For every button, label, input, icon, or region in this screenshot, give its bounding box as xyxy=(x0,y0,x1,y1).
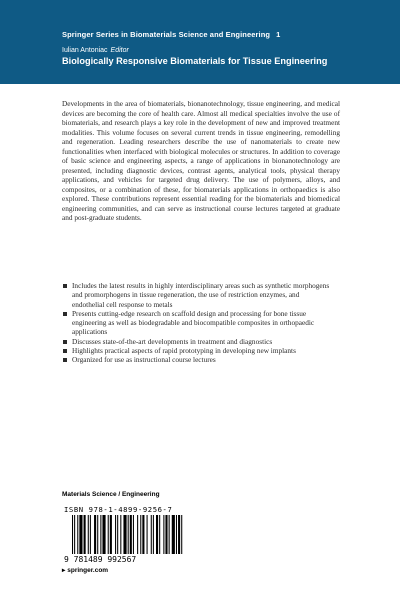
barcode-bar xyxy=(100,515,101,554)
barcode-bar xyxy=(169,515,170,554)
series-name: Springer Series in Biomaterials Science and Engineering xyxy=(62,30,271,39)
editor-line xyxy=(62,47,129,54)
barcode-bar xyxy=(153,515,154,554)
description-paragraph: Developments in the area of biomaterials, bionanotechnology, tissue engineering, and medical devices are becoming the core of health care. Almost all medical specialties involve the use of biomaterials, and research plays a key role in the development of new and improved treatment modalities. This volume focuses on several current trends in tissue engineering, remodelling and regeneration. Leading researchers describe the use of nanomaterials to create new functionalities when interfaced with biological molecules or structures. In addition to coverage of basic science and engineering aspects, a range of applications in bionanotechnology are presented, including diagnostic devices, contrast agents, analytical tools, physical therapy applications, and vehicles for targeted drug delivery. The use of polymers, alloys, and composites, or a combination of these, for biomaterials applications in orthopaedics is also explored. These contributions represent essential reading for the biomaterials and biomedical engineering communities, and can serve as instructional course lectures targeted at graduate and post-graduate students. xyxy=(62,99,340,222)
barcode-bar xyxy=(181,515,182,554)
cover-header-band xyxy=(0,0,400,84)
barcode-bar xyxy=(176,515,177,554)
barcode-bar xyxy=(102,515,105,554)
barcode-bar xyxy=(94,515,96,554)
barcode-bar xyxy=(163,515,164,554)
barcode-bar xyxy=(165,515,167,554)
barcode-bar xyxy=(90,515,91,554)
feature-item: Presents cutting-edge research on scaffold design and processing for bone tissue engineering as well as biodegradable and biocompatible composites in orthopaedic applications xyxy=(62,309,330,337)
editor-name: Iulian Antoniac xyxy=(62,47,108,54)
description-block xyxy=(62,99,340,223)
barcode-bar xyxy=(172,515,175,554)
barcode-bar xyxy=(137,515,138,554)
subject-category: Materials Science / Engineering xyxy=(62,491,160,498)
barcode-bar xyxy=(77,515,78,554)
barcode-bar xyxy=(151,515,152,554)
barcode-bars xyxy=(72,515,182,554)
feature-item: Includes the latest results in highly interdisciplinary areas such as synthetic morphogens and promorphogens in tissue regeneration, the use of restriction enzymes, and endothelial cell response to metals xyxy=(62,281,330,309)
barcode-bar xyxy=(178,515,180,554)
barcode-bar xyxy=(140,515,141,554)
barcode-bar xyxy=(130,515,132,554)
barcode-bar xyxy=(108,515,109,554)
barcode-bar xyxy=(120,515,121,554)
barcode-bar xyxy=(72,515,73,554)
barcode-bar xyxy=(84,515,86,554)
barcode-bar xyxy=(79,515,82,554)
barcode-digits: 9 781489 992567 xyxy=(64,555,137,564)
series-number: 1 xyxy=(276,30,281,39)
barcode-bar xyxy=(156,515,158,554)
isbn-number: ISBN 978-1-4899-9256-7 xyxy=(64,505,173,514)
feature-item: Organized for use as instructional course lectures xyxy=(62,355,330,364)
barcode-bar xyxy=(128,515,129,554)
arrow-icon: ▸ xyxy=(62,567,66,574)
feature-item: Highlights practical aspects of rapid prototyping in developing new implants xyxy=(62,346,330,355)
barcode-bar xyxy=(159,515,160,554)
barcode-bar xyxy=(133,515,134,554)
barcode-bar xyxy=(142,515,144,554)
url-text: springer.com xyxy=(67,567,109,574)
barcode-bar xyxy=(97,515,98,554)
book-title: Biologically Responsive Biomaterials for Tissue Engineering xyxy=(62,56,328,66)
feature-item: Discusses state-of-the-art developments in treatment and diagnostics xyxy=(62,337,330,346)
feature-list xyxy=(62,281,330,365)
barcode-bar xyxy=(88,515,89,554)
barcode-bar xyxy=(74,515,75,554)
barcode-bar xyxy=(115,515,116,554)
barcode-bar xyxy=(117,515,118,554)
editor-role: Editor xyxy=(110,47,129,54)
barcode-bar xyxy=(110,515,112,554)
barcode-bar xyxy=(147,515,148,554)
barcode-bar xyxy=(123,515,126,554)
barcode-area xyxy=(62,505,217,564)
publisher-url[interactable] xyxy=(62,566,108,574)
series-line xyxy=(62,30,280,39)
